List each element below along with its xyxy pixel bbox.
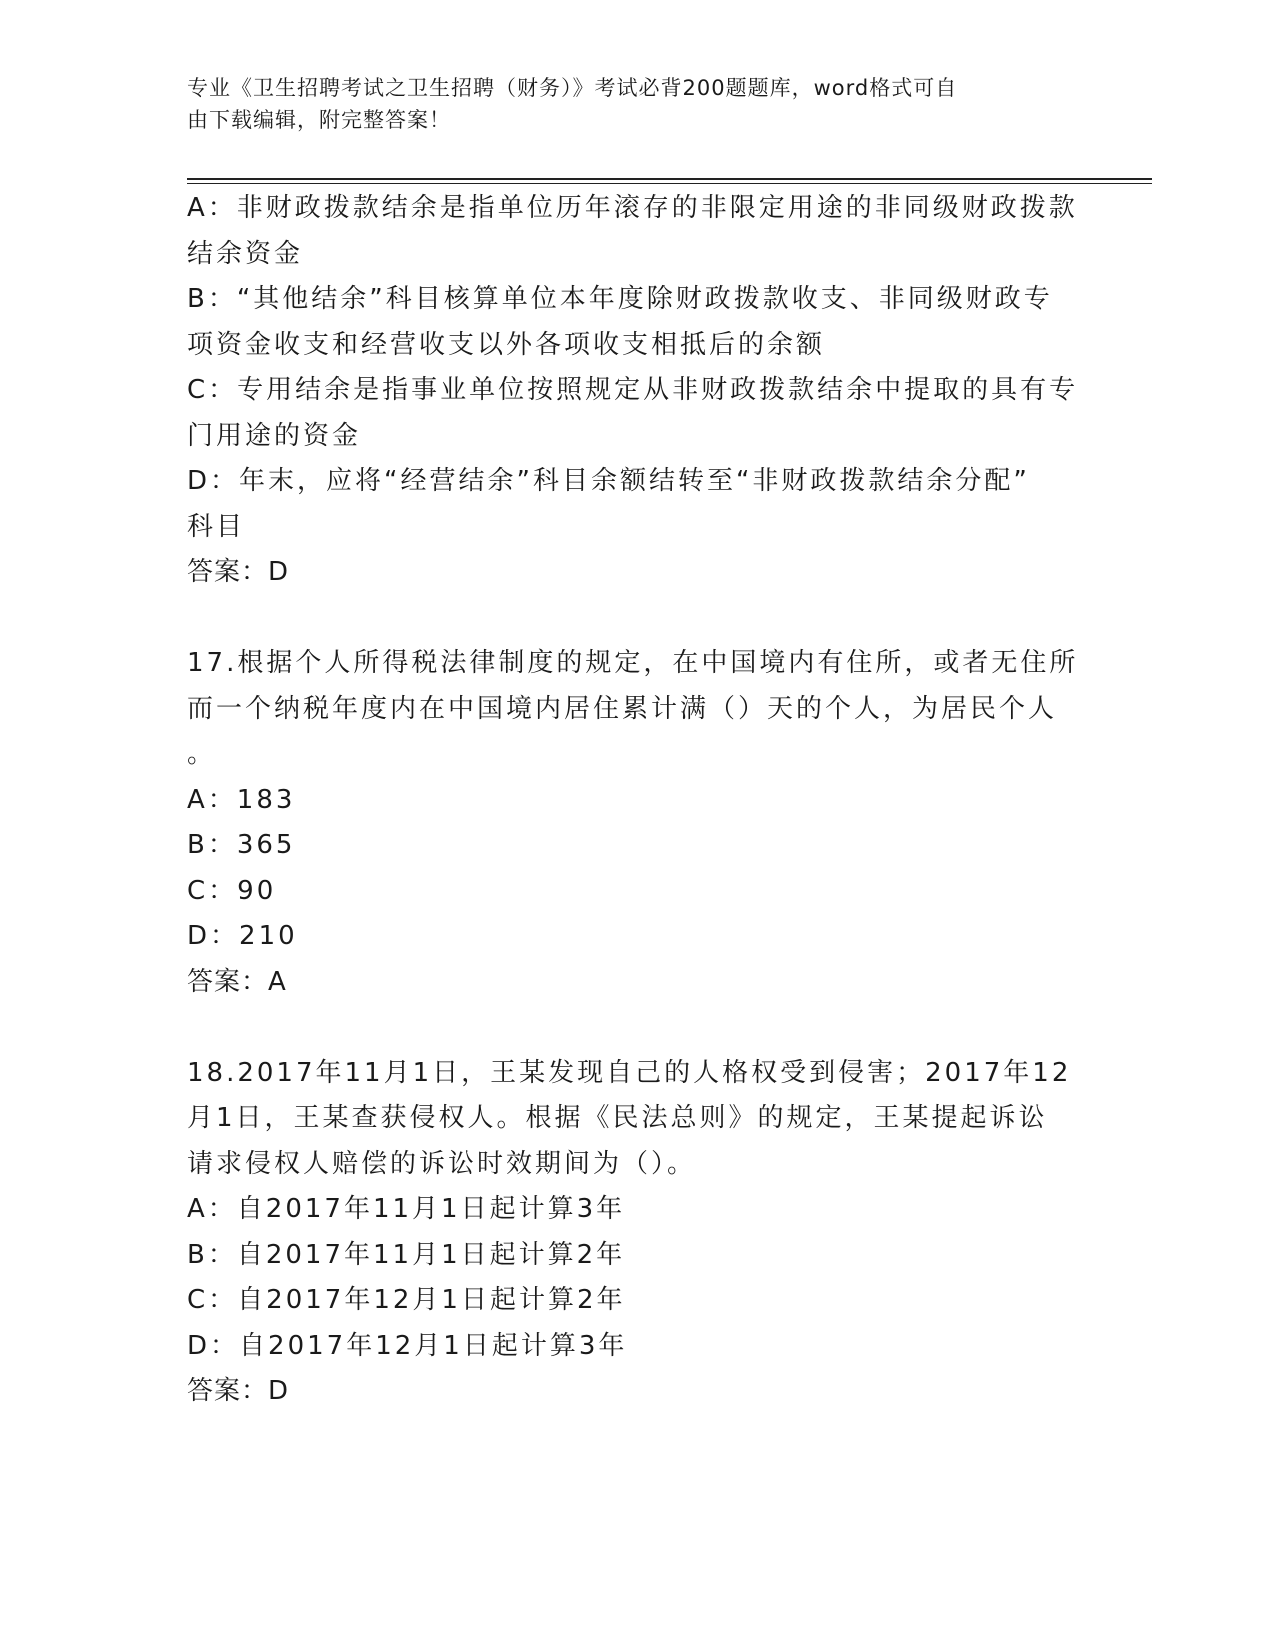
option-c: C：自2017年12月1日起计算2年 bbox=[187, 1285, 626, 1315]
document-body bbox=[187, 186, 1079, 1415]
question-stem-line-3: 。 bbox=[187, 739, 217, 769]
option-d: D：210 bbox=[187, 921, 298, 951]
spacer bbox=[187, 596, 1067, 642]
question-stem-line-3: 请求侵权人赔偿的诉讼时效期间为（）。 bbox=[187, 1148, 697, 1179]
answer-16: 答案：D bbox=[187, 557, 290, 587]
question-stem-line-1: 17.根据个人所得税法律制度的规定，在中国境内有住所，或者无住所 bbox=[187, 648, 1079, 678]
option-d-line-2: 科目 bbox=[187, 511, 246, 542]
option-b: B：自2017年11月1日起计算2年 bbox=[187, 1239, 626, 1270]
option-a-line-1: A：非财政拨款结余是指单位历年滚存的非限定用途的非同级财政拨款 bbox=[187, 193, 1078, 223]
header-divider-thin bbox=[187, 183, 1152, 184]
option-a: A：183 bbox=[187, 784, 296, 815]
header-line-2: 由下载编辑，附完整答案！ bbox=[187, 108, 451, 132]
answer-17: 答案：A bbox=[187, 966, 287, 997]
document-header bbox=[187, 72, 1067, 136]
option-a: A：自2017年11月1日起计算3年 bbox=[187, 1194, 626, 1224]
question-stem-line-2: 而一个纳税年度内在中国境内居住累计满（）天的个人，为居民个人 bbox=[187, 693, 1058, 724]
question-18 bbox=[187, 1051, 1072, 1415]
option-a-line-2: 结余资金 bbox=[187, 238, 304, 269]
option-b-line-1: B：“其他结余”科目核算单位本年度除财政拨款收支、非同级财政专 bbox=[187, 284, 1053, 314]
answer-18: 答案：D bbox=[187, 1376, 290, 1406]
question-16 bbox=[187, 186, 1079, 596]
option-b-line-2: 项资金收支和经营收支以外各项收支相抵后的余额 bbox=[187, 329, 826, 360]
question-stem-line-2: 月1日，王某查获侵权人。根据《民法总则》的规定，王某提起诉讼 bbox=[187, 1103, 1048, 1133]
spacer bbox=[187, 1005, 1067, 1051]
header-line-1: 专业《卫生招聘考试之卫生招聘（财务）》考试必背200题题库，word格式可自 bbox=[187, 76, 958, 100]
option-d-line-1: D：年末，应将“经营结余”科目余额结转至“非财政拨款结余分配” bbox=[187, 466, 1030, 496]
option-b: B：365 bbox=[187, 830, 296, 860]
option-c-line-2: 门用途的资金 bbox=[187, 420, 362, 451]
question-stem-line-1: 18.2017年11月1日，王某发现自己的人格权受到侵害；2017年12 bbox=[187, 1057, 1072, 1088]
option-c-line-1: C：专用结余是指事业单位按照规定从非财政拨款结余中提取的具有专 bbox=[187, 375, 1079, 405]
option-c: C：90 bbox=[187, 875, 277, 906]
header-divider-thick bbox=[187, 178, 1152, 180]
option-d: D：自2017年12月1日起计算3年 bbox=[187, 1330, 628, 1361]
question-17 bbox=[187, 641, 1079, 1005]
